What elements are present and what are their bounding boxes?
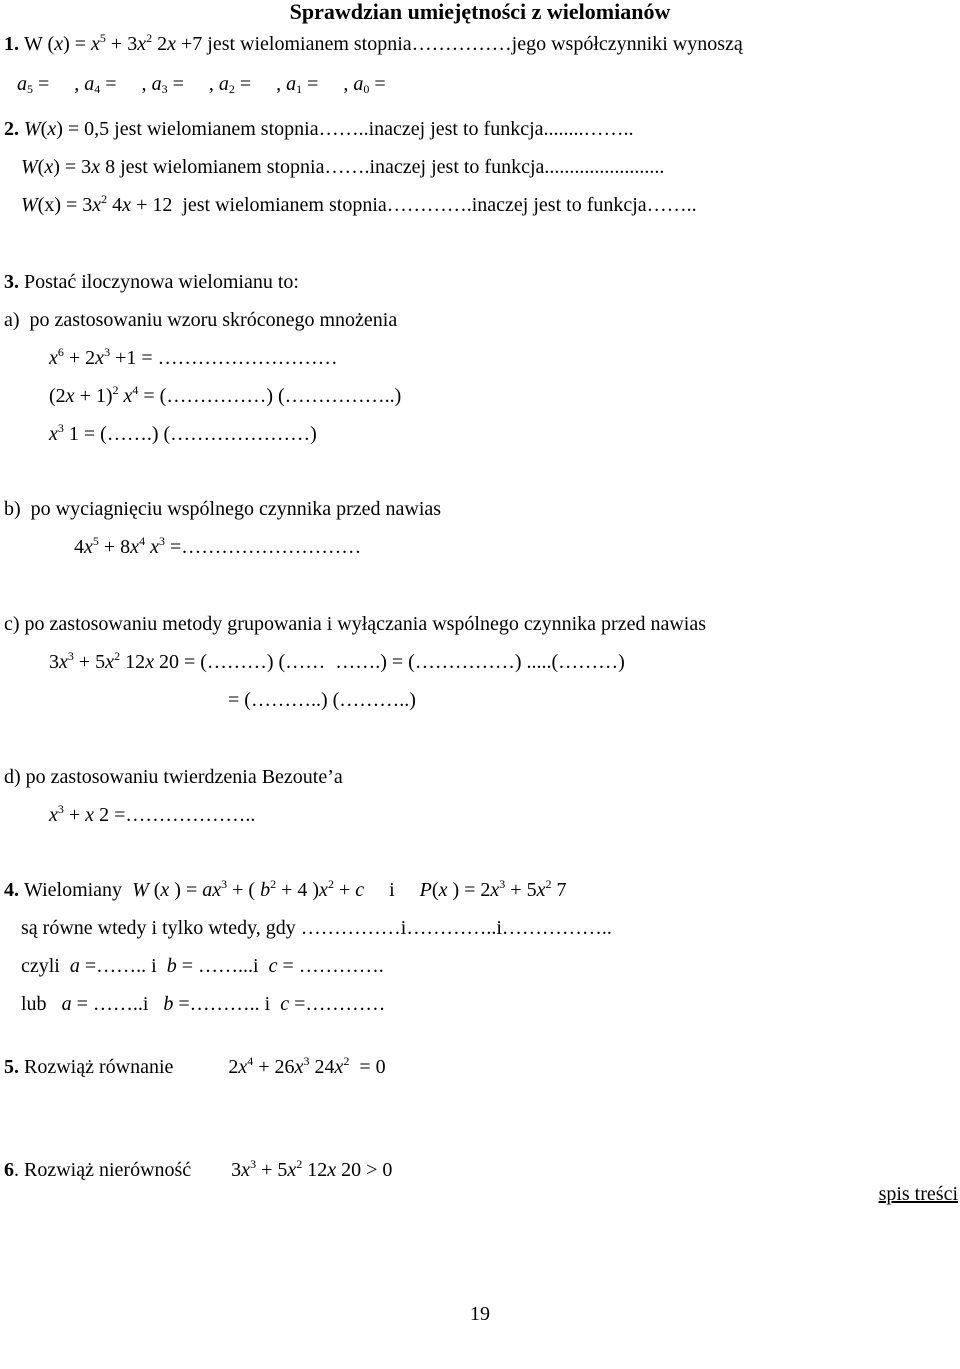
text-segment: 3 bbox=[67, 649, 74, 663]
text-segment: + ( bbox=[227, 879, 261, 901]
task-4-line-2 bbox=[21, 916, 612, 940]
text-segment: =……………………… bbox=[164, 536, 362, 558]
text-segment: x bbox=[59, 651, 68, 673]
text-segment: x bbox=[490, 879, 500, 901]
text-segment: Rozwiąż równanie 2 bbox=[24, 1056, 239, 1078]
text-segment: 12 bbox=[302, 1159, 328, 1181]
text-segment: 20 = (………) (…… …….) = (……………) .....(………) bbox=[153, 651, 625, 673]
text-segment: + 12 jest wielomianem stopnia………….inaczej jest to funkcja…….. bbox=[131, 194, 697, 216]
text-segment: x bbox=[123, 385, 133, 407]
text-segment: b bbox=[260, 879, 271, 901]
text-segment: lub bbox=[21, 993, 62, 1015]
text-segment: x bbox=[145, 651, 154, 673]
text-segment: = (………..) (………..) bbox=[228, 689, 416, 711]
text-segment: 2 bbox=[327, 877, 334, 891]
text-segment: 3. bbox=[4, 271, 24, 293]
text-segment: = (……………) (……………..) bbox=[138, 385, 402, 407]
text-segment: + 8 bbox=[98, 536, 131, 558]
text-segment: x bbox=[65, 385, 75, 407]
text-segment: x bbox=[241, 1159, 251, 1181]
text-segment: ( bbox=[148, 879, 161, 901]
text-segment: + 2 bbox=[63, 347, 96, 369]
text-segment: 20 > 0 bbox=[336, 1159, 393, 1181]
text-segment: + 4 ) bbox=[276, 879, 320, 901]
text-segment: 1 = (…….) (…………………) bbox=[63, 423, 317, 445]
text-segment: 2 bbox=[152, 33, 168, 55]
text-segment: 4 bbox=[94, 82, 101, 96]
text-segment: 3 bbox=[158, 534, 165, 548]
text-segment: = bbox=[369, 73, 386, 95]
task-2-line-3 bbox=[21, 193, 697, 217]
text-segment: =……….. i bbox=[173, 993, 281, 1015]
text-segment: x bbox=[49, 804, 58, 826]
text-segment: 2 =……………….. bbox=[94, 804, 256, 826]
text-segment: 4 bbox=[107, 194, 123, 216]
text-segment: 24 bbox=[309, 1056, 335, 1078]
text-segment: W bbox=[24, 33, 43, 55]
text-segment: ) = 0,5 jest wielomianem stopnia……..inaczej jest to funkcja........…….. bbox=[56, 118, 634, 140]
text-segment: = , bbox=[33, 73, 85, 95]
task-2-line-2 bbox=[21, 155, 664, 179]
text-segment: x bbox=[122, 194, 132, 216]
text-segment: x bbox=[438, 879, 448, 901]
text-segment: 2 bbox=[146, 31, 153, 45]
task-3a-expression-3 bbox=[49, 422, 317, 446]
text-segment: = ……..i bbox=[71, 993, 164, 1015]
worksheet-title: Sprawdzian umiejętności z wielomianów bbox=[289, 0, 671, 24]
text-segment: a bbox=[17, 73, 27, 95]
text-segment: x bbox=[91, 156, 101, 178]
text-segment: x bbox=[105, 651, 115, 673]
text-segment: P bbox=[419, 879, 432, 901]
text-segment: . Rozwiąż nierówność 3 bbox=[14, 1159, 242, 1181]
text-segment: x bbox=[44, 156, 54, 178]
text-segment: 4 bbox=[74, 536, 84, 558]
text-segment: 2 bbox=[545, 877, 552, 891]
text-segment: a bbox=[69, 955, 80, 977]
text-segment: W bbox=[24, 118, 41, 140]
text-segment: x bbox=[536, 879, 546, 901]
text-segment: a) po zastosowaniu wzoru skróconego mnożenia bbox=[4, 309, 398, 331]
text-segment: x bbox=[49, 347, 58, 369]
text-segment: 4 bbox=[132, 383, 139, 397]
text-segment: x bbox=[238, 1056, 248, 1078]
text-segment: x bbox=[150, 536, 159, 558]
text-segment: 3 bbox=[303, 1054, 310, 1068]
text-segment: i bbox=[364, 879, 420, 901]
task-3-heading bbox=[4, 270, 299, 294]
text-segment: x bbox=[327, 1159, 337, 1181]
text-segment: 3 bbox=[57, 421, 64, 435]
text-segment: x bbox=[91, 33, 100, 55]
text-segment: x bbox=[287, 1159, 297, 1181]
text-segment: x bbox=[54, 33, 64, 55]
text-segment: x bbox=[319, 879, 328, 901]
text-segment: 0 bbox=[363, 82, 370, 96]
text-segment: 3 bbox=[221, 877, 228, 891]
text-segment: 2 bbox=[343, 1054, 350, 1068]
task-3c-instruction bbox=[4, 612, 706, 636]
text-segment: 2 bbox=[296, 1157, 303, 1171]
text-segment: + 5 bbox=[505, 879, 537, 901]
text-segment: 2 bbox=[114, 649, 121, 663]
text-segment: +7 jest wielomianem stopnia……………jego współczynniki wynoszą bbox=[175, 33, 743, 55]
text-segment: 2 bbox=[270, 877, 277, 891]
text-segment: x bbox=[294, 1056, 304, 1078]
text-segment: 5 bbox=[99, 31, 106, 45]
task-3c-expression-1 bbox=[49, 650, 625, 674]
task-1-line-1 bbox=[4, 32, 743, 56]
text-segment: = …………. bbox=[277, 955, 384, 977]
text-segment: 7 bbox=[551, 879, 567, 901]
task-4-line-3 bbox=[21, 954, 384, 978]
text-segment: 2 bbox=[112, 383, 119, 397]
text-segment: 3 bbox=[161, 82, 168, 96]
text-segment: c bbox=[268, 955, 278, 977]
task-5 bbox=[4, 1055, 386, 1079]
text-segment: + 5 bbox=[73, 651, 106, 673]
text-segment: ) = bbox=[63, 33, 92, 55]
text-segment: +1 = ……………………… bbox=[110, 347, 338, 369]
task-4-line-4 bbox=[21, 992, 385, 1016]
text-segment: x bbox=[92, 194, 102, 216]
text-segment: 3 bbox=[250, 1157, 257, 1171]
text-segment: a bbox=[151, 73, 162, 95]
task-3a-instruction bbox=[4, 308, 397, 332]
text-segment: a bbox=[286, 73, 297, 95]
text-segment: c) po zastosowaniu metody grupowania i wyłączania wspólnego czynnika przed nawias bbox=[4, 613, 706, 635]
text-segment: 5. bbox=[4, 1056, 24, 1078]
text-segment: są równe wtedy i tylko wtedy, gdy ……………i…………..i…………….. bbox=[21, 917, 612, 939]
text-segment: + bbox=[333, 879, 356, 901]
text-segment: x bbox=[167, 33, 176, 55]
text-segment: 4 bbox=[247, 1054, 254, 1068]
text-segment: x bbox=[47, 118, 57, 140]
text-segment: x bbox=[85, 804, 95, 826]
task-3c-expression-2 bbox=[228, 688, 416, 712]
text-segment: 1. bbox=[4, 33, 24, 55]
text-segment: x bbox=[160, 879, 170, 901]
text-segment: 3 bbox=[499, 877, 506, 891]
task-3b-expression bbox=[74, 535, 361, 559]
text-segment: (2 bbox=[49, 385, 66, 407]
page-number: 19 bbox=[470, 1303, 490, 1325]
task-3d-expression bbox=[49, 803, 255, 827]
text-segment: b) po wyciagnięciu wspólnego czynnika przed nawias bbox=[4, 498, 442, 520]
text-segment: 2. bbox=[4, 118, 24, 140]
task-3b-instruction bbox=[4, 497, 441, 521]
text-segment: c bbox=[280, 993, 290, 1015]
task-1-line-2 bbox=[17, 72, 386, 96]
task-4-line-1 bbox=[4, 878, 566, 902]
text-segment: Wielomiany bbox=[24, 879, 133, 901]
task-3a-expression-2 bbox=[49, 384, 401, 408]
text-segment: x bbox=[130, 536, 140, 558]
text-segment: + 5 bbox=[256, 1159, 288, 1181]
text-segment: 4 bbox=[139, 534, 146, 548]
text-segment: ) = 2 bbox=[447, 879, 491, 901]
task-3a-expression-1 bbox=[49, 346, 338, 370]
text-segment: + 1) bbox=[74, 385, 113, 407]
text-segment: a bbox=[61, 993, 72, 1015]
task-3d-instruction bbox=[4, 765, 343, 789]
text-segment: x bbox=[49, 423, 58, 445]
text-segment: =………… bbox=[289, 993, 386, 1015]
text-segment: 5 bbox=[92, 534, 99, 548]
text-segment: 2 bbox=[101, 192, 108, 206]
text-segment: + bbox=[63, 804, 86, 826]
text-segment: 3 bbox=[104, 345, 111, 359]
text-segment: ) = bbox=[169, 879, 203, 901]
text-segment: = , bbox=[302, 73, 354, 95]
text-segment: 8 jest wielomianem stopnia…….inaczej jest to funkcja........................ bbox=[100, 156, 665, 178]
text-segment: (x) = 3 bbox=[37, 194, 93, 216]
text-segment: W bbox=[21, 156, 38, 178]
text-segment: c bbox=[355, 879, 365, 901]
text-segment: x bbox=[137, 33, 147, 55]
text-segment: 3 bbox=[57, 802, 64, 816]
text-segment: + 3 bbox=[105, 33, 138, 55]
text-segment: ( bbox=[431, 879, 439, 901]
text-segment: 6 bbox=[57, 345, 64, 359]
text-segment: ( bbox=[37, 156, 45, 178]
text-segment: = , bbox=[100, 73, 152, 95]
text-segment: = , bbox=[234, 73, 287, 95]
text-segment: 2 bbox=[228, 82, 235, 96]
text-segment: a bbox=[353, 73, 364, 95]
text-segment: 4. bbox=[4, 879, 24, 901]
task-2-line-1 bbox=[4, 117, 634, 141]
text-segment: W bbox=[21, 194, 38, 216]
text-segment: 1 bbox=[296, 82, 303, 96]
text-segment: W bbox=[132, 879, 149, 901]
toc-link[interactable]: spis treści bbox=[878, 1183, 958, 1205]
text-segment: ( bbox=[42, 33, 55, 55]
text-segment: 5 bbox=[27, 82, 33, 96]
text-segment: 12 bbox=[120, 651, 146, 673]
text-segment: =…….. i bbox=[79, 955, 167, 977]
text-segment: b bbox=[166, 955, 177, 977]
text-segment: czyli bbox=[21, 955, 70, 977]
text-segment: 3 bbox=[49, 651, 59, 673]
text-segment: ( bbox=[40, 118, 48, 140]
task-6 bbox=[4, 1158, 392, 1182]
text-segment: + 26 bbox=[253, 1056, 295, 1078]
text-segment: 6 bbox=[4, 1159, 14, 1181]
text-segment: d) po zastosowaniu twierdzenia Bezoute’a bbox=[4, 766, 343, 788]
text-segment: x bbox=[84, 536, 93, 558]
text-segment: = ……...i bbox=[176, 955, 269, 977]
text-segment: b bbox=[163, 993, 174, 1015]
text-segment: x bbox=[95, 347, 105, 369]
text-segment: ) = 3 bbox=[53, 156, 92, 178]
text-segment: = , bbox=[167, 73, 219, 95]
text-segment: a bbox=[218, 73, 229, 95]
text-segment: ax bbox=[202, 879, 222, 901]
text-segment: Postać iloczynowa wielomianu to: bbox=[24, 271, 299, 293]
text-segment: x bbox=[334, 1056, 344, 1078]
text-segment: a bbox=[84, 73, 95, 95]
text-segment: = 0 bbox=[349, 1056, 386, 1078]
